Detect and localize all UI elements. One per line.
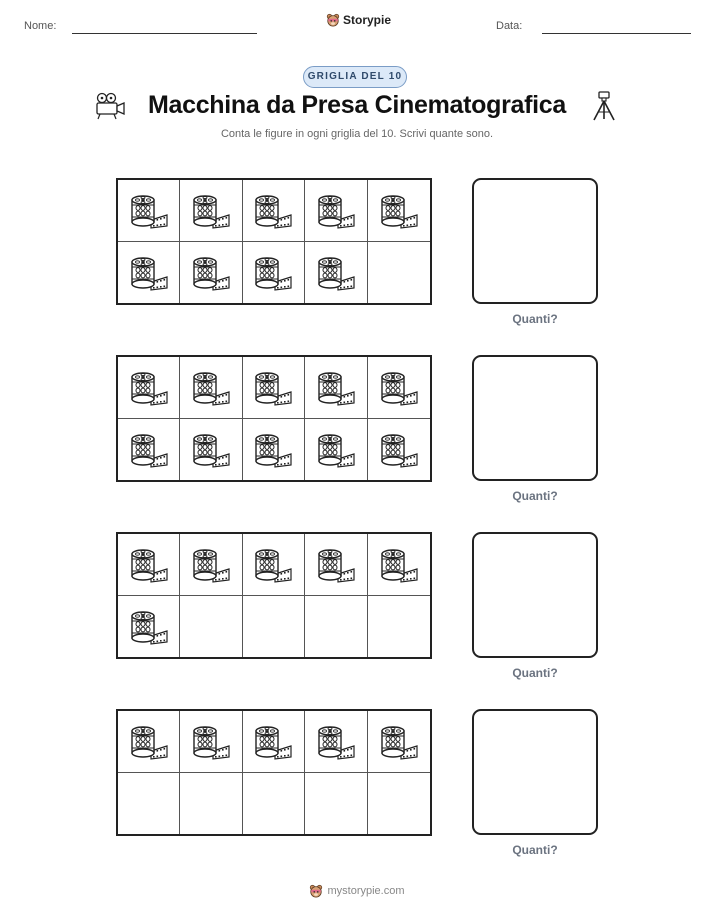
film-reel-icon [191, 367, 231, 407]
film-reel-icon [129, 252, 169, 292]
film-reel-icon [379, 367, 419, 407]
frame-cell [368, 711, 430, 773]
answer-box[interactable] [472, 709, 598, 835]
frame-cell [243, 534, 305, 596]
frame-cell [368, 773, 430, 835]
frame-cell [180, 711, 242, 773]
tripod-icon [590, 90, 618, 122]
frame-cell [180, 180, 242, 242]
frame-cell [305, 419, 367, 481]
film-reel-icon [191, 429, 231, 469]
answer-label: Quanti? [512, 312, 558, 326]
ten-frame [116, 532, 432, 659]
bear-icon [309, 884, 323, 898]
film-reel-icon [253, 721, 293, 761]
film-reel-icon [253, 190, 293, 230]
frame-cell [243, 180, 305, 242]
page-title: Macchina da Presa Cinematografica [147, 91, 567, 119]
frame-cell [180, 773, 242, 835]
answer-box[interactable] [472, 178, 598, 304]
frame-cell [305, 357, 367, 419]
film-reel-icon [316, 252, 356, 292]
frame-cell [368, 357, 430, 419]
ten-frame [116, 355, 432, 482]
film-reel-icon [129, 190, 169, 230]
frame-cell [368, 534, 430, 596]
film-reel-icon [191, 544, 231, 584]
film-reel-icon [379, 721, 419, 761]
film-reel-icon [129, 721, 169, 761]
frame-cell [180, 419, 242, 481]
brand-name: Storypie [343, 13, 392, 27]
page-header [0, 0, 714, 50]
film-reel-icon [129, 606, 169, 646]
frame-cell [118, 357, 180, 419]
frame-cell [305, 596, 367, 658]
answer-label: Quanti? [512, 843, 558, 857]
film-reel-icon [316, 429, 356, 469]
ten-frame [116, 178, 432, 305]
frame-cell [305, 773, 367, 835]
film-reel-icon [129, 429, 169, 469]
footer-site: mystorypie.com [327, 885, 405, 897]
film-reel-icon [379, 190, 419, 230]
frame-cell [180, 357, 242, 419]
frame-cell [118, 180, 180, 242]
film-reel-icon [379, 429, 419, 469]
film-reel-icon [253, 367, 293, 407]
frame-cell [305, 534, 367, 596]
frame-cell [305, 242, 367, 304]
frame-cell [180, 242, 242, 304]
frame-cell [243, 419, 305, 481]
film-reel-icon [253, 429, 293, 469]
frame-cell [368, 596, 430, 658]
frame-cell [305, 180, 367, 242]
frame-cell [180, 534, 242, 596]
film-reel-icon [316, 544, 356, 584]
film-reel-icon [253, 252, 293, 292]
frame-cell [118, 534, 180, 596]
frame-cell [118, 773, 180, 835]
page-footer [0, 884, 714, 898]
frame-cell [368, 419, 430, 481]
worksheet-type-badge: GRIGLIA DEL 10 [303, 66, 407, 88]
frame-cell [368, 180, 430, 242]
film-reel-icon [191, 252, 231, 292]
film-reel-icon [191, 190, 231, 230]
frame-cell [243, 596, 305, 658]
film-reel-icon [379, 544, 419, 584]
ten-frame [116, 709, 432, 836]
answer-label: Quanti? [512, 489, 558, 503]
frame-cell [118, 419, 180, 481]
date-label: Data: [496, 20, 523, 32]
film-reel-icon [253, 544, 293, 584]
date-field-line[interactable] [542, 33, 691, 34]
film-reel-icon [316, 367, 356, 407]
answer-box[interactable] [472, 355, 598, 481]
frame-cell [180, 596, 242, 658]
frame-cell [243, 242, 305, 304]
frame-cell [243, 357, 305, 419]
bear-icon [326, 13, 340, 27]
name-field-line[interactable] [72, 33, 257, 34]
frame-cell [118, 242, 180, 304]
instructions: Conta le figure in ogni griglia del 10. Scrivi quante sono. [220, 128, 494, 140]
film-reel-icon [129, 367, 169, 407]
answer-label: Quanti? [512, 666, 558, 680]
frame-cell [305, 711, 367, 773]
frame-cell [368, 242, 430, 304]
frame-cell [118, 596, 180, 658]
name-label: Nome: [24, 20, 57, 32]
frame-cell [243, 711, 305, 773]
answer-box[interactable] [472, 532, 598, 658]
film-reel-icon [316, 190, 356, 230]
frame-cell [118, 711, 180, 773]
film-reel-icon [191, 721, 231, 761]
film-reel-icon [129, 544, 169, 584]
film-reel-icon [316, 721, 356, 761]
frame-cell [243, 773, 305, 835]
brand-logo [326, 13, 391, 27]
